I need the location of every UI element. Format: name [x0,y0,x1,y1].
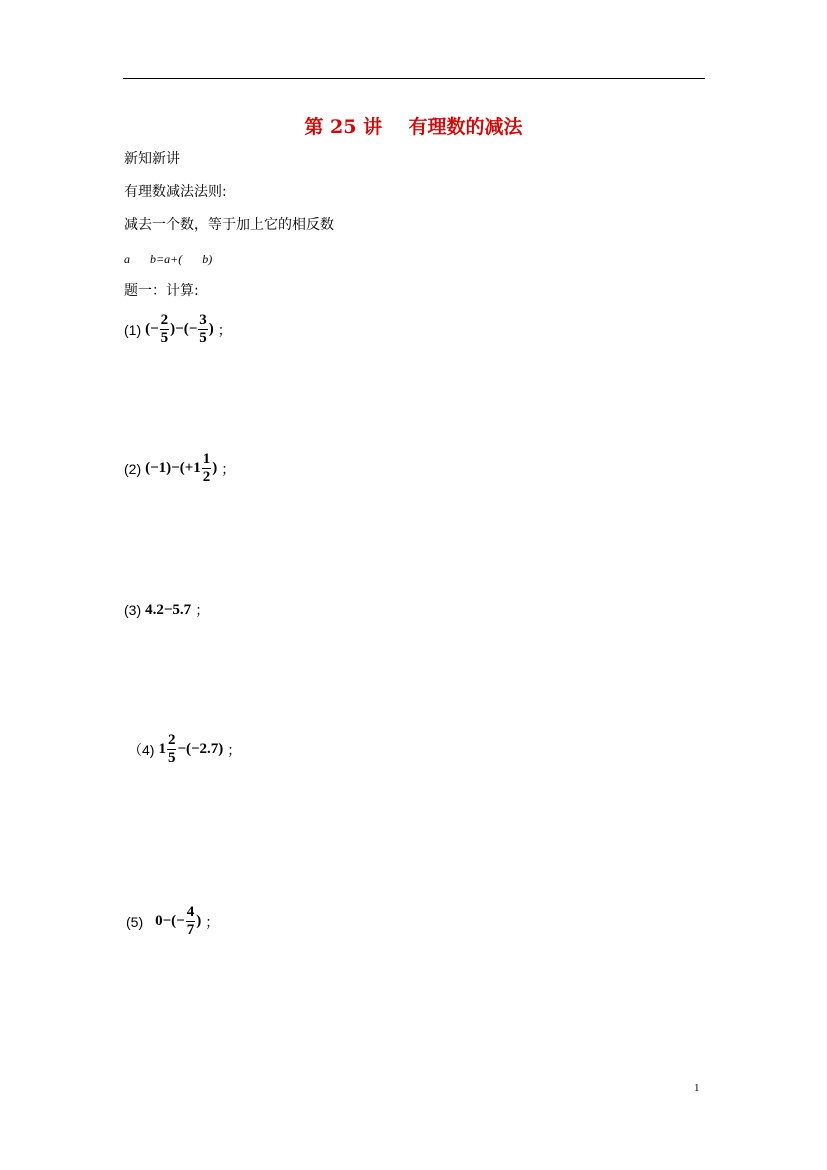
exercise-heading: 题一：计算: [124,283,199,299]
problem-expression: (− $\frac{2}{5}$ )−(− $\frac{3}{5}$ ) [145,312,214,346]
problem-number: （4) [128,741,155,758]
fraction: $\frac{2}{5}$ [160,312,169,346]
problem-expression: 4.2−5.7 [145,601,192,618]
header-rule [123,78,705,79]
lesson-title: 第 25 讲 有理数的减法 [304,116,523,138]
problem-number: (5) [126,913,144,930]
problem-expression: 0−(− $\frac{4}{7}$ ) [155,904,202,938]
problem-number: (1) [124,321,142,338]
problem-expression: (−1)−(+1 $\frac{1}{2}$ ) [145,451,218,485]
section-label: 新知新讲 [124,151,180,167]
problem-number: (3) [124,602,142,618]
problem-expression: 1 $\frac{2}{5}$ −(−2.7) [158,732,224,766]
problem-4: （4) 1 $\frac{2}{5}$ −(−2.7) ； [128,732,242,766]
fraction: $\frac{3}{5}$ [199,312,207,346]
rule-formula: a b=a+( b) [124,252,213,266]
rule-text: 减去一个数，等于加上它的相反数 [124,217,334,233]
rule-title: 有理数减法法则: [124,184,227,200]
problem-5: (5) 0−(− $\frac{4}{7}$ ) ； [126,904,220,938]
problem-2: (2) (−1)−(+1 $\frac{1}{2}$ ) ； [124,451,236,485]
fraction: $\frac{1}{2}$ [202,451,211,485]
fraction: $\frac{4}{7}$ [186,904,195,938]
fraction: $\frac{2}{5}$ [167,732,176,766]
page-number: 1 [694,1082,700,1094]
problem-number: (2) [124,460,142,477]
problem-3: (3) 4.2−5.7 ； [124,601,210,619]
problem-1: (1) (− $\frac{2}{5}$ )−(− $\frac{3}{5}$ ) ； [124,312,232,346]
